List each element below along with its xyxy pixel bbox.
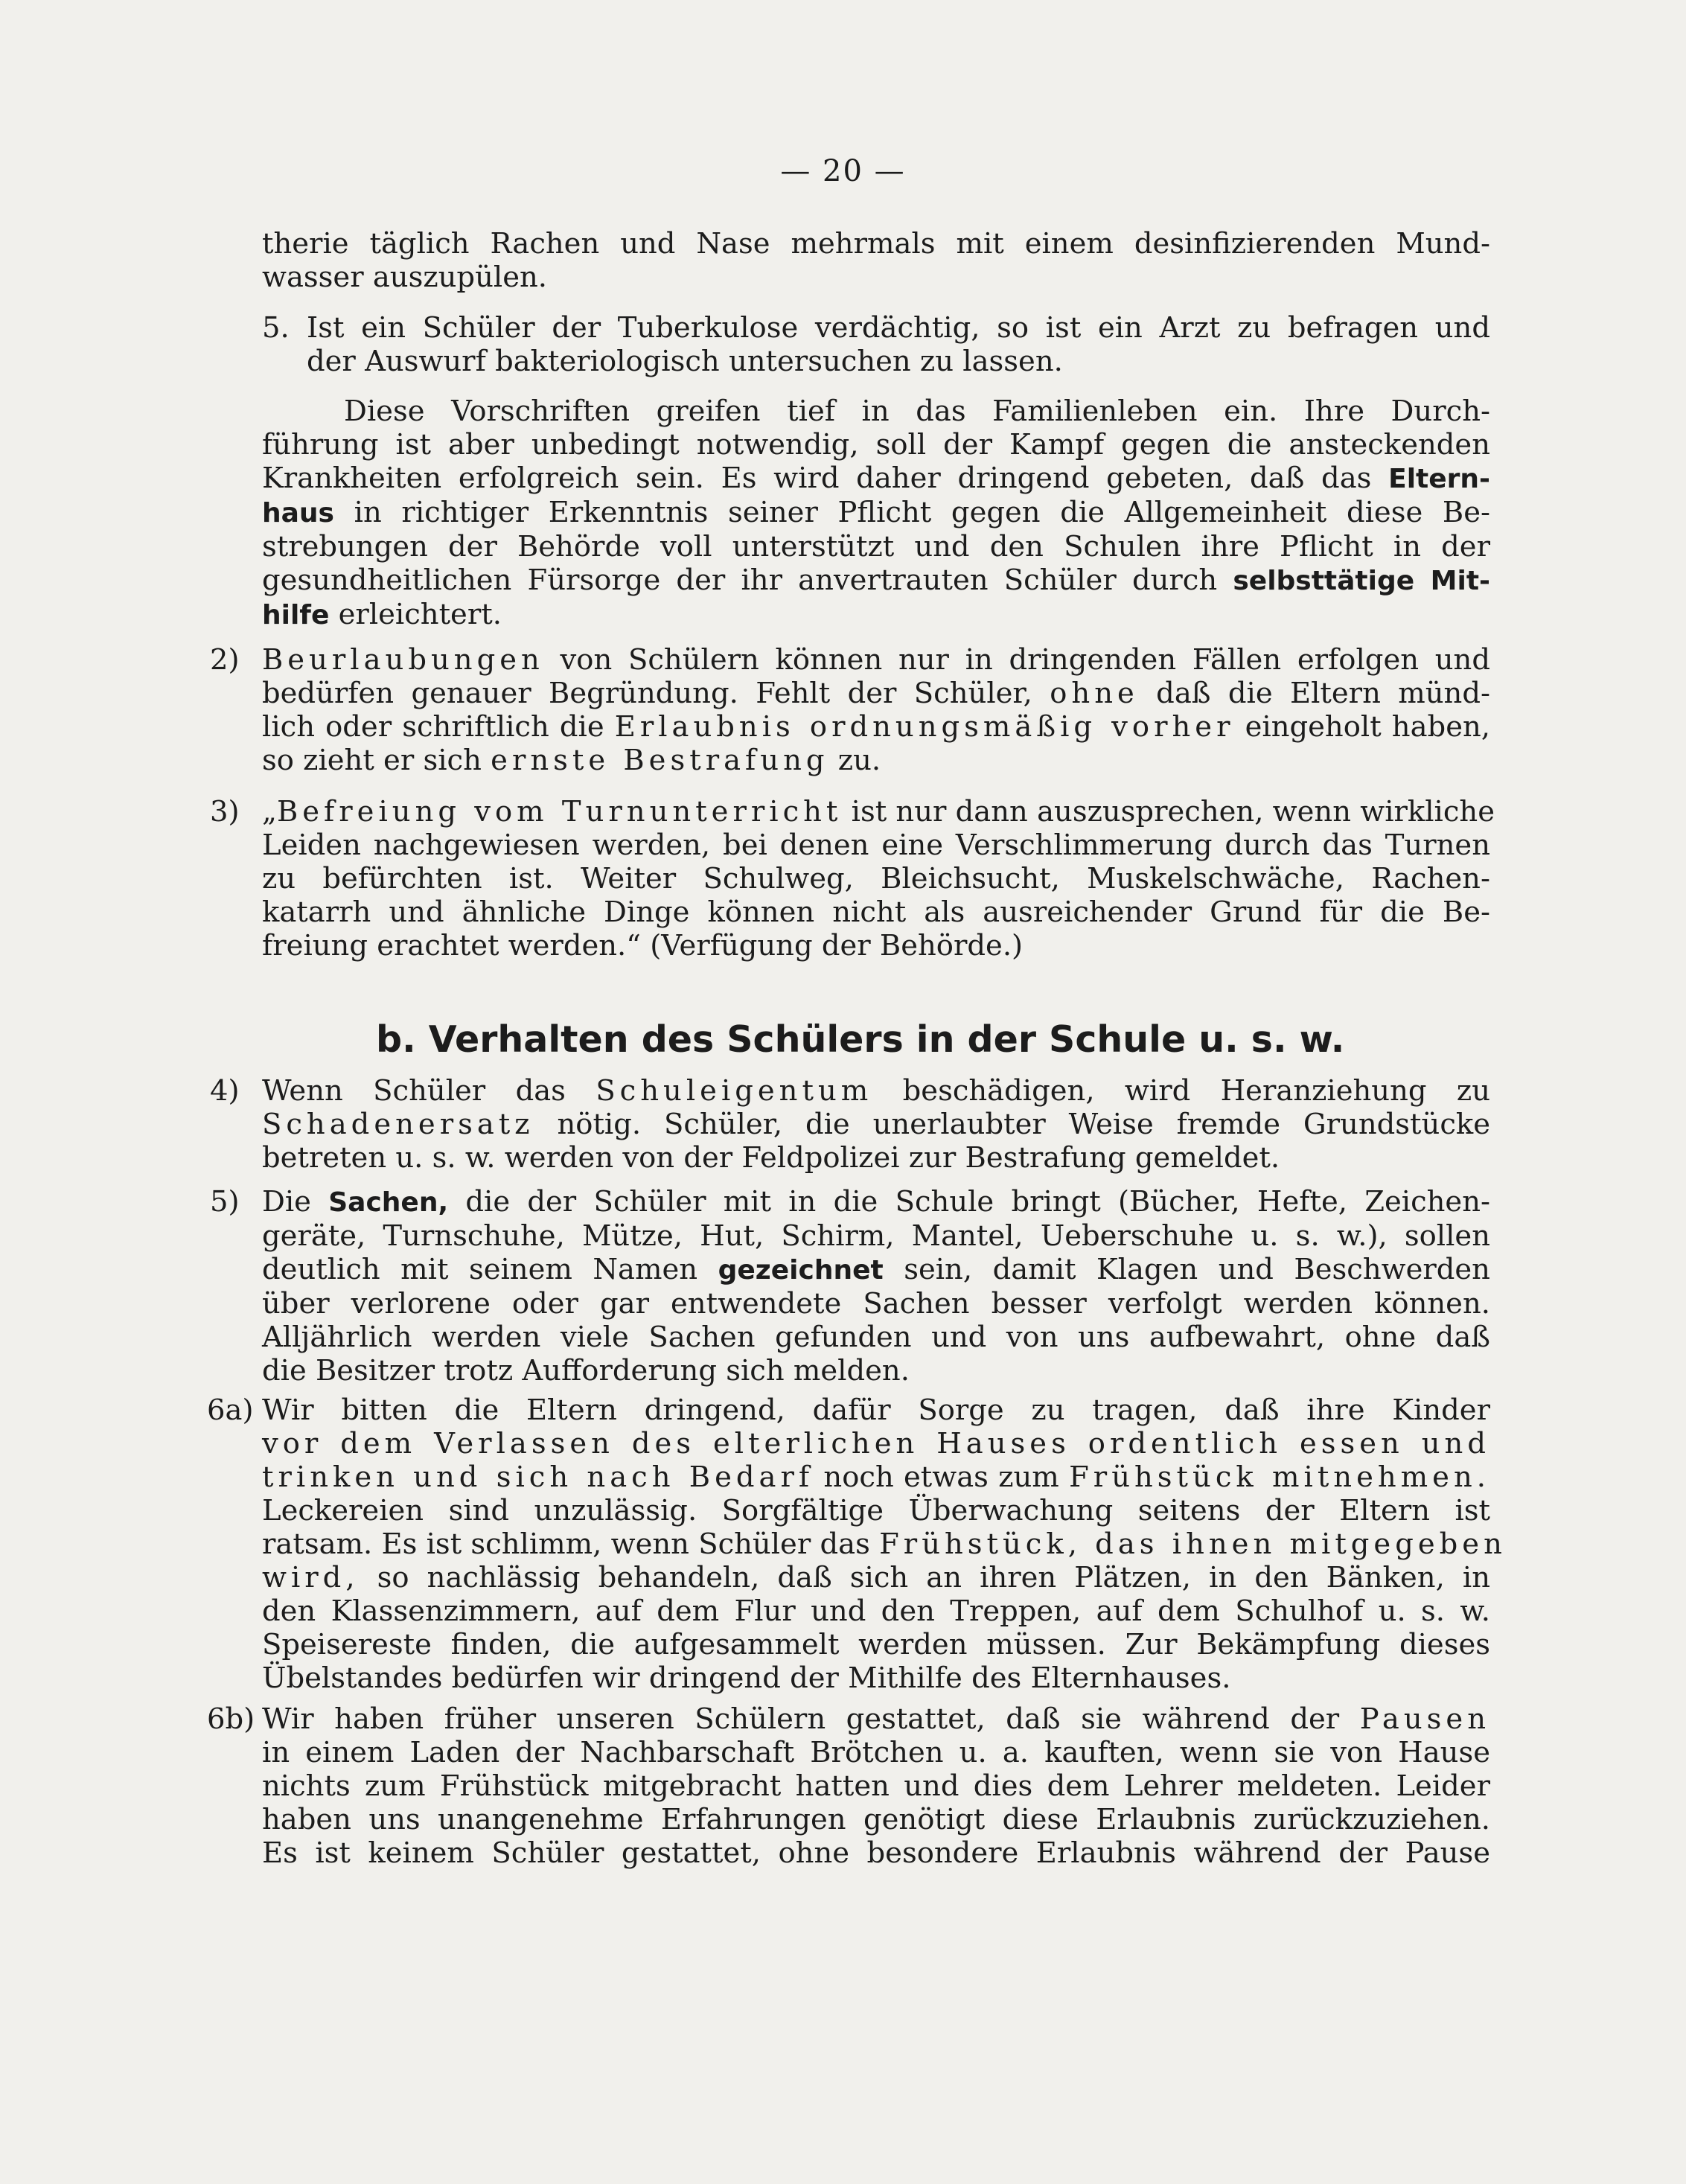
text-line: Ist ein Schüler der Tuberkulose verdächtig, so ist ein Arzt zu befragen und bbox=[307, 311, 1490, 345]
text-line bbox=[262, 1561, 1490, 1594]
text-line: wasser auszupülen. bbox=[262, 261, 548, 294]
text-line: Wir bitten die Eltern dringend, dafür Sorge zu tragen, daß ihre Kinder bbox=[262, 1393, 1490, 1427]
text-line: Alljährlich werden viele Sachen gefunden und von uns aufbewahrt, ohne daß bbox=[262, 1321, 1490, 1354]
text-run: bedürfen genauer Begründung. Fehlt der Schüler, bbox=[262, 677, 1050, 710]
emphasis-text: Eltern- bbox=[1388, 464, 1490, 494]
text-run: von Schülern können nur in dringenden Fällen erfolgen und bbox=[543, 643, 1490, 677]
emphasis-text: haus bbox=[262, 498, 334, 529]
emphasis-text: Sachen, bbox=[328, 1187, 449, 1218]
paragraph-continuation bbox=[262, 227, 1490, 294]
text-line bbox=[262, 795, 1495, 828]
text-line bbox=[262, 598, 1490, 632]
text-line: freiung erachtet werden.“ (Verfügung der Behörde.) bbox=[262, 929, 1024, 962]
text-line bbox=[262, 1108, 1490, 1141]
text-run: zu. bbox=[828, 744, 881, 777]
text-line: betreten u. s. w. werden von der Feldpolizei zur Bestrafung gemeldet. bbox=[262, 1141, 1280, 1175]
item-number: 6a) bbox=[207, 1393, 254, 1427]
text-run: gesundheitlichen Fürsorge der ihr anvertrauten Schüler durch bbox=[262, 563, 1233, 597]
text-run: noch etwas zum bbox=[814, 1460, 1070, 1494]
text-line: katarrh und ähnliche Dinge können nicht als ausreichender Grund für die Be- bbox=[262, 895, 1490, 929]
text-line: nichts zum Frühstück mitgebracht hatten und dies dem Lehrer meldeten. Leider bbox=[262, 1769, 1490, 1803]
spaced-text: Frühstück, das ihnen mitgegeben bbox=[879, 1527, 1507, 1561]
emphasis-text: gezeichnet bbox=[718, 1255, 884, 1286]
text-line: führung ist aber unbedingt notwendig, soll der Kampf gegen die ansteckenden bbox=[262, 428, 1490, 462]
text-line: vor dem Verlassen des elterlichen Hauses ordentlich essen und bbox=[262, 1427, 1490, 1460]
paragraph-item-6b bbox=[262, 1702, 1490, 1870]
spaced-text: Frühstück mitnehmen. bbox=[1069, 1460, 1490, 1494]
text-line: haben uns unangenehme Erfahrungen genötigt diese Erlaubnis zurückzuziehen. bbox=[262, 1803, 1490, 1836]
spaced-text: ohne bbox=[1050, 677, 1139, 710]
text-line bbox=[262, 1527, 1507, 1561]
text-run: deutlich mit seinem Namen bbox=[262, 1253, 718, 1286]
text-run: ist nur dann auszusprechen, wenn wirkliche bbox=[842, 795, 1495, 828]
text-run: die der Schüler mit in die Schule bringt (Bücher, Hefte, Zeichen- bbox=[448, 1185, 1491, 1219]
text-line: therie täglich Rachen und Nase mehrmals mit einem desinfizierenden Mund- bbox=[262, 227, 1490, 261]
paragraph-item-4 bbox=[262, 1074, 1490, 1175]
text-run: beschädigen, wird Heranziehung zu bbox=[872, 1074, 1490, 1108]
text-line: in einem Laden der Nachbarschaft Brötchen u. a. kauften, wenn sie von Hause bbox=[262, 1736, 1490, 1769]
text-run: Krankheiten erfolgreich sein. Es wird daher dringend gebeten, daß das bbox=[262, 462, 1389, 495]
paragraph-item-3 bbox=[262, 795, 1495, 962]
text-line bbox=[262, 677, 1490, 710]
item-number: 3) bbox=[210, 795, 240, 828]
text-line: zu befürchten ist. Weiter Schulweg, Bleichsucht, Muskelschwäche, Rachen- bbox=[262, 862, 1490, 895]
text-line: über verlorene oder gar entwendete Sachen besser verfolgt werden können. bbox=[262, 1287, 1490, 1321]
text-run: lich oder schriftlich die bbox=[262, 710, 615, 744]
page-number: — 20 — bbox=[780, 154, 906, 188]
item-number: 6b) bbox=[207, 1702, 255, 1736]
text-line: Leiden nachgewiesen werden, bei denen eine Verschlimmerung durch das Turnen bbox=[262, 828, 1490, 862]
text-run: Die bbox=[262, 1185, 329, 1219]
emphasis-text: selbsttätige Mit- bbox=[1233, 566, 1490, 596]
text-line: Speisereste finden, die aufgesammelt werden müssen. Zur Bekämpfung dieses bbox=[262, 1628, 1490, 1661]
paragraph-item-2 bbox=[262, 643, 1490, 777]
text-line bbox=[262, 1074, 1490, 1108]
paragraph-vorschriften bbox=[262, 395, 1490, 632]
text-run: Wenn Schüler das bbox=[262, 1074, 596, 1108]
spaced-text: Pausen bbox=[1359, 1702, 1490, 1736]
spaced-text: wird, bbox=[262, 1561, 360, 1594]
text-run: ratsam. Es ist schlimm, wenn Schüler das bbox=[262, 1527, 880, 1561]
spaced-text: Schadenersatz bbox=[262, 1108, 534, 1141]
paragraph-item-6a bbox=[262, 1393, 1507, 1695]
text-line: Übelstandes bedürfen wir dringend der Mithilfe des Elternhauses. bbox=[262, 1661, 1231, 1695]
paragraph-item-5-sachen bbox=[262, 1185, 1490, 1388]
text-line bbox=[262, 462, 1490, 496]
text-line bbox=[262, 710, 1490, 744]
spaced-text: Erlaubnis ordnungsmäßig vorher bbox=[614, 710, 1235, 744]
text-run: sein, damit Klagen und Beschwerden bbox=[883, 1253, 1490, 1286]
text-run: nötig. Schüler, die unerlaubter Weise fremde Grundstücke bbox=[534, 1108, 1490, 1141]
text-line bbox=[262, 643, 1490, 677]
text-run: in richtiger Erkenntnis seiner Pflicht gegen die Allgemeinheit diese Be- bbox=[333, 496, 1490, 529]
text-line bbox=[262, 1702, 1490, 1736]
text-line: die Besitzer trotz Aufforderung sich melden. bbox=[262, 1354, 910, 1388]
section-heading: b. Verhalten des Schülers in der Schule u. s. w. bbox=[376, 1018, 1345, 1061]
text-line bbox=[262, 563, 1490, 598]
text-line: Leckereien sind unzulässig. Sorgfältige Überwachung seitens der Eltern ist bbox=[262, 1494, 1490, 1527]
item-number: 2) bbox=[210, 643, 240, 677]
text-line bbox=[262, 496, 1490, 530]
item-number: 5. bbox=[262, 311, 290, 345]
text-run: so zieht er sich bbox=[262, 744, 491, 777]
text-line: Es ist keinem Schüler gestattet, ohne besondere Erlaubnis während der Pause bbox=[262, 1836, 1490, 1870]
text-run: erleichtert. bbox=[329, 598, 502, 631]
paragraph-item-5 bbox=[307, 311, 1490, 378]
text-run: daß die Eltern münd- bbox=[1138, 677, 1491, 710]
spaced-text: Befreiung vom Turnunterricht bbox=[276, 795, 843, 828]
spaced-text: Beurlaubungen bbox=[262, 643, 544, 677]
item-number: 5) bbox=[210, 1185, 240, 1219]
text-line bbox=[262, 744, 1490, 777]
spaced-text: Schuleigentum bbox=[595, 1074, 873, 1108]
text-line: geräte, Turnschuhe, Mütze, Hut, Schirm, Mantel, Ueberschuhe u. s. w.), sollen bbox=[262, 1219, 1490, 1253]
text-line: den Klassenzimmern, auf dem Flur und den Treppen, auf dem Schulhof u. s. w. bbox=[262, 1594, 1490, 1628]
text-line: Diese Vorschriften greifen tief in das Familienleben ein. Ihre Durch- bbox=[344, 395, 1490, 428]
text-run: Wir haben früher unseren Schülern gestattet, daß sie während der bbox=[262, 1702, 1360, 1736]
item-number: 4) bbox=[210, 1074, 240, 1108]
text-run: so nachlässig behandeln, daß sich an ihren Plätzen, in den Bänken, in bbox=[359, 1561, 1490, 1594]
spaced-text: ernste Bestrafung bbox=[491, 744, 829, 777]
emphasis-text: hilfe bbox=[262, 600, 330, 630]
text-line: der Auswurf bakteriologisch untersuchen zu lassen. bbox=[307, 345, 1063, 378]
text-line bbox=[262, 1460, 1490, 1494]
text-line: strebungen der Behörde voll unterstützt und den Schulen ihre Pflicht in der bbox=[262, 530, 1490, 563]
text-line bbox=[262, 1185, 1490, 1219]
text-run: eingeholt haben, bbox=[1234, 710, 1491, 744]
text-line bbox=[262, 1253, 1490, 1287]
spaced-text: trinken und sich nach Bedarf bbox=[262, 1460, 814, 1494]
text-run: „ bbox=[262, 795, 277, 828]
